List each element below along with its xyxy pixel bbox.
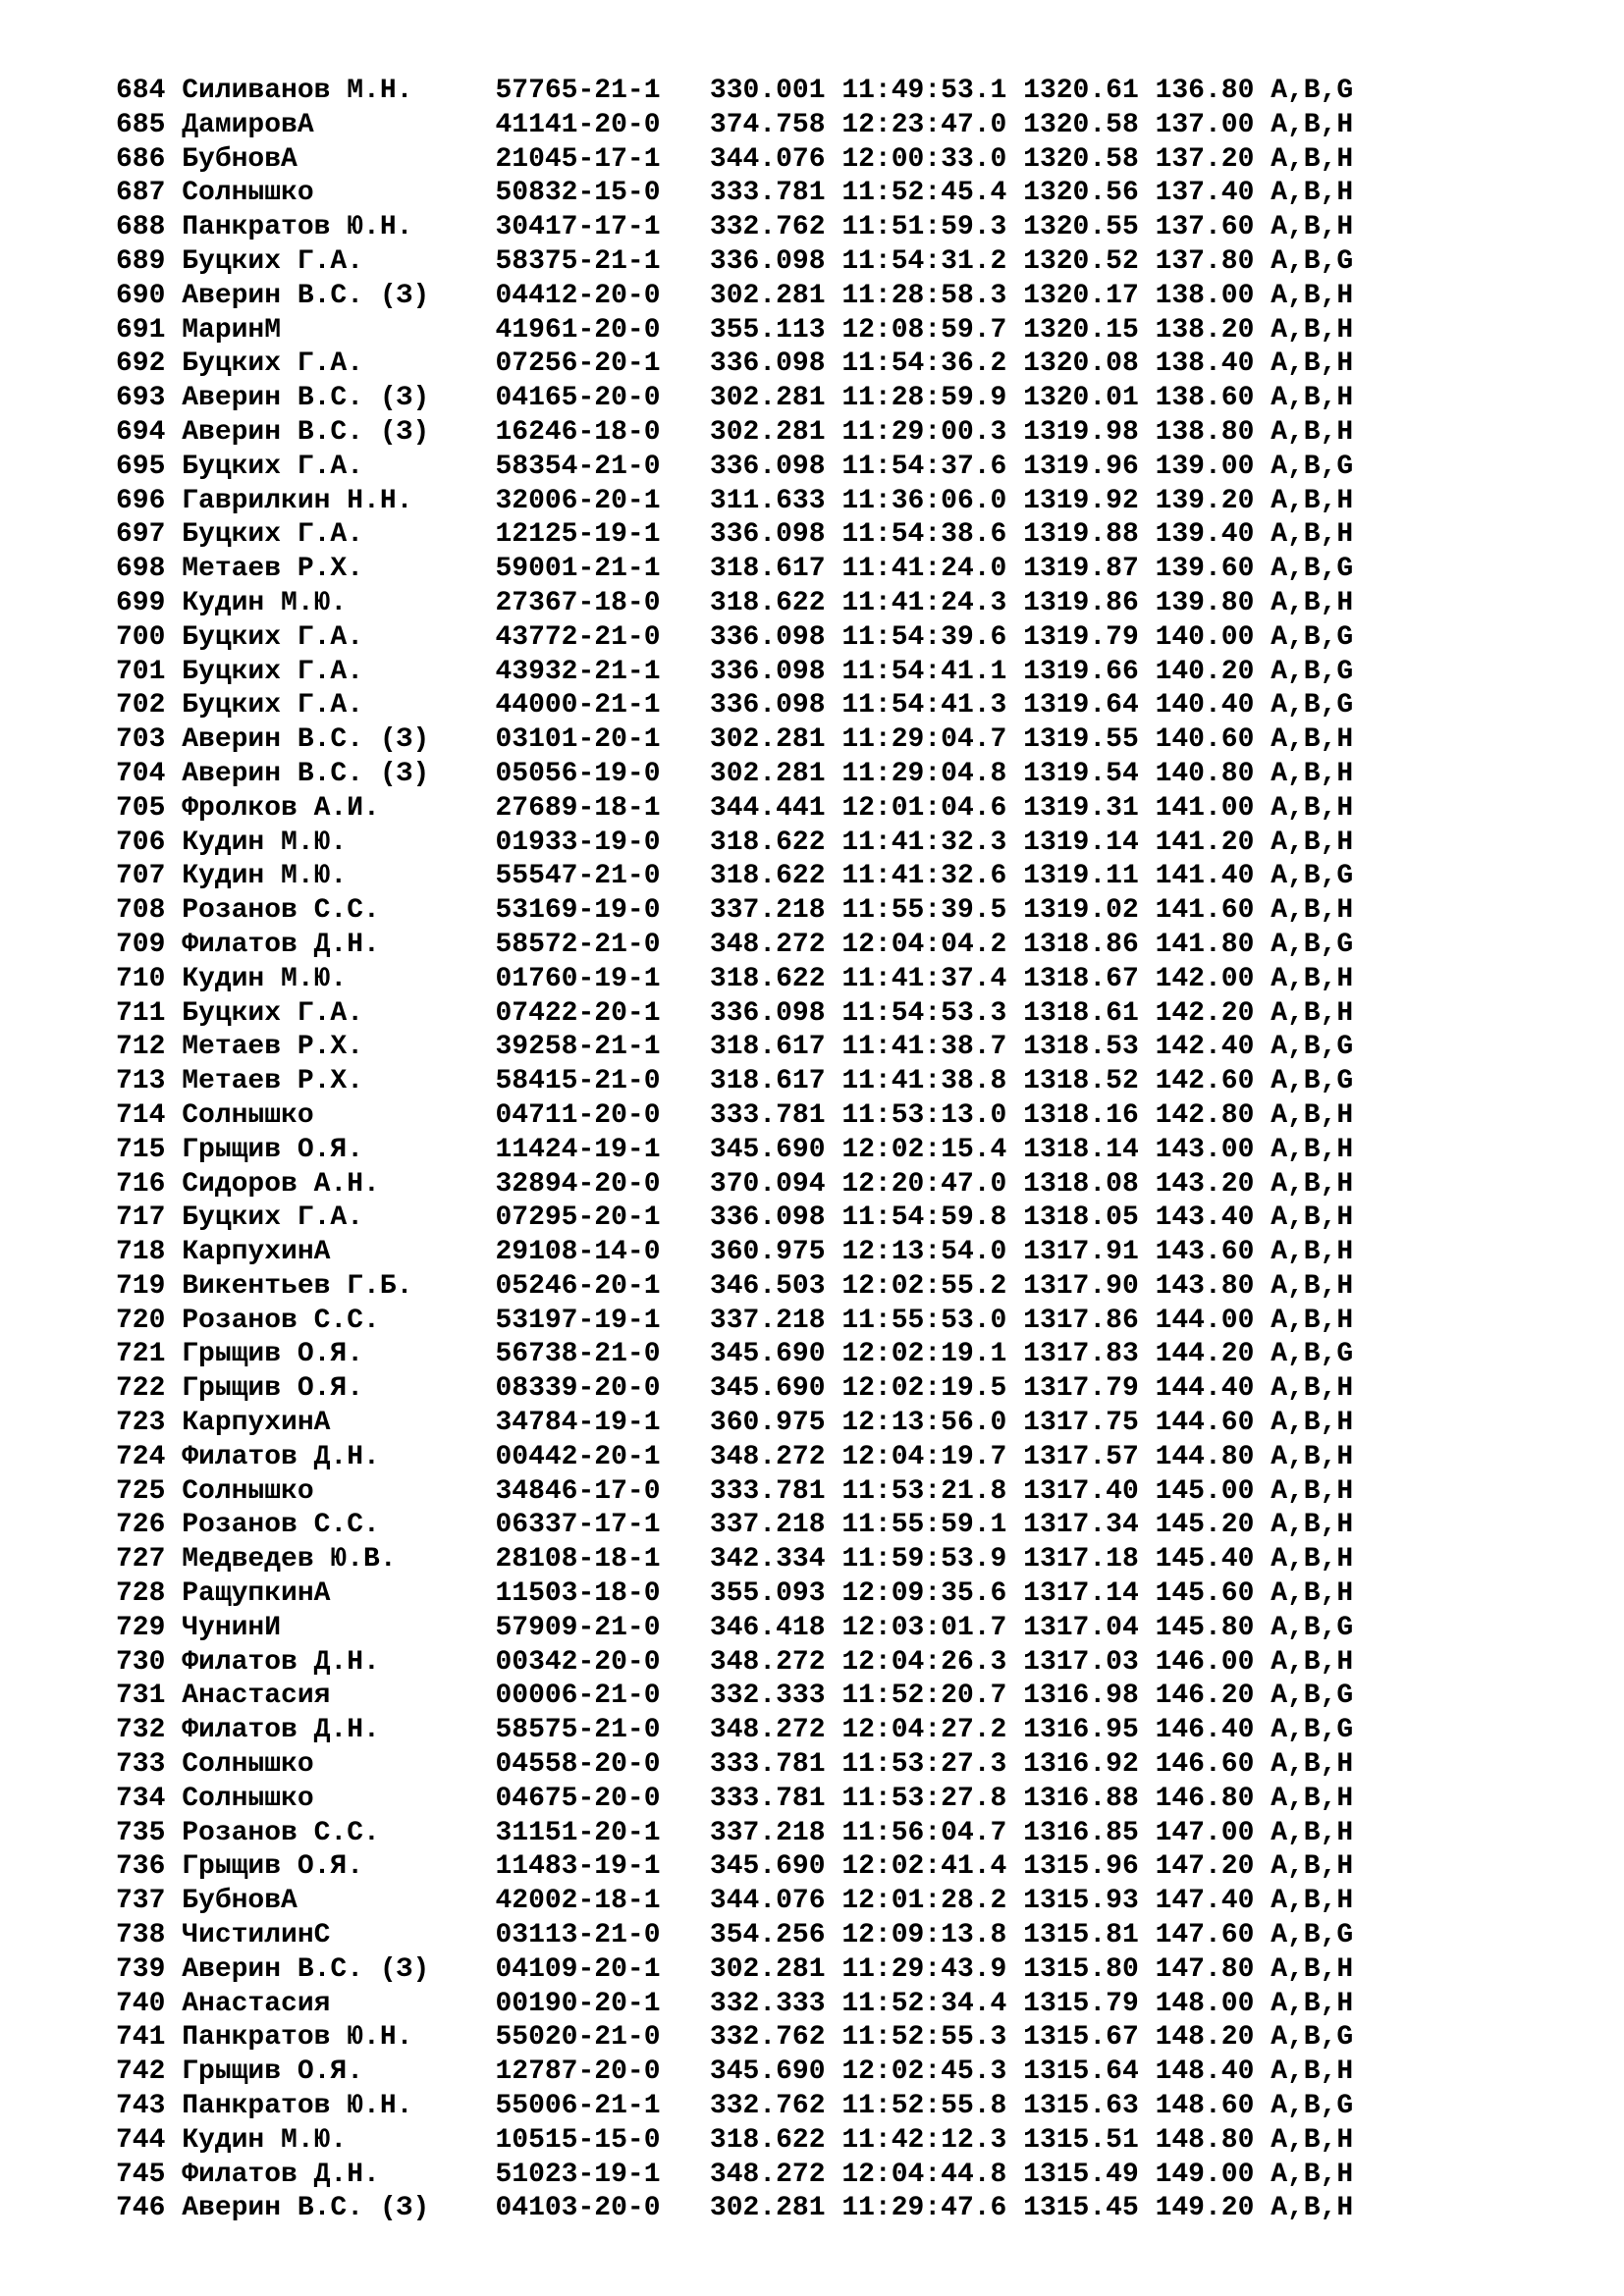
result-row	[116, 75, 1353, 109]
result-row-text: 711 Буцких Г.А. 07422-20-1 336.098 11:54:53.3 1318.61 142.20 A,B,H	[116, 997, 1354, 1029]
result-row	[116, 1919, 1353, 1953]
result-row	[116, 1372, 1353, 1407]
result-row	[116, 1885, 1353, 1919]
result-row-text: 737 БубновА 42002-18-1 344.076 12:01:28.2 1315.93 147.40 A,B,H	[116, 1886, 1354, 1917]
result-row-text: 732 Филатов Д.Н. 58575-21-0 348.272 12:04:27.2 1316.95 146.40 A,B,G	[116, 1715, 1354, 1746]
result-row-text: 724 Филатов Д.Н. 00442-20-1 348.272 12:04:19.7 1317.57 144.80 A,B,H	[116, 1441, 1354, 1472]
result-row-text: 727 Медведев Ю.В. 28108-18-1 342.334 11:59:53.9 1317.18 145.40 A,B,H	[116, 1544, 1354, 1575]
result-row	[116, 2192, 1353, 2226]
result-row-text: 717 Буцких Г.А. 07295-20-1 336.098 11:54:59.8 1318.05 143.40 A,B,H	[116, 1202, 1354, 1234]
result-row	[116, 1475, 1353, 1510]
result-row-text: 695 Буцких Г.А. 58354-21-0 336.098 11:54:37.6 1319.96 139.00 A,B,G	[116, 451, 1354, 482]
result-row-text: 696 Гаврилкин Н.Н. 32006-20-1 311.633 11:36:06.0 1319.92 139.20 A,B,H	[116, 485, 1354, 516]
result-row-text: 690 Аверин В.С. (З) 04412-20-0 302.281 11:28:58.3 1320.17 138.00 A,B,H	[116, 280, 1354, 311]
result-row-text: 707 Кудин М.Ю. 55547-21-0 318.622 11:41:32.6 1319.11 141.40 A,B,G	[116, 861, 1354, 892]
result-row	[116, 1441, 1353, 1475]
result-row	[116, 894, 1353, 929]
result-row-text: 736 Грыщив О.Я. 11483-19-1 345.690 12:02:41.4 1315.96 147.20 A,B,H	[116, 1851, 1354, 1883]
result-row	[116, 2124, 1353, 2159]
result-row	[116, 758, 1353, 792]
result-row	[116, 689, 1353, 723]
result-row-text: 746 Аверин В.С. (З) 04103-20-0 302.281 11:29:47.6 1315.45 149.20 A,B,H	[116, 2193, 1354, 2224]
result-row	[116, 1270, 1353, 1305]
result-row	[116, 2056, 1353, 2090]
result-row-text: 744 Кудин М.Ю. 10515-15-0 318.622 11:42:12.3 1315.51 148.80 A,B,H	[116, 2124, 1354, 2156]
result-row	[116, 1168, 1353, 1202]
result-row-text: 714 Солнышко 04711-20-0 333.781 11:53:13.0 1318.16 142.80 A,B,H	[116, 1099, 1354, 1131]
result-row-text: 733 Солнышко 04558-20-0 333.781 11:53:27.3 1316.92 146.60 A,B,H	[116, 1749, 1354, 1781]
result-row-text: 734 Солнышко 04675-20-0 333.781 11:53:27.8 1316.88 146.80 A,B,H	[116, 1783, 1354, 1814]
result-row-text: 730 Филатов Д.Н. 00342-20-0 348.272 12:04:26.3 1317.03 146.00 A,B,H	[116, 1646, 1354, 1678]
result-row	[116, 860, 1353, 894]
result-row	[116, 1988, 1353, 2022]
result-row-text: 688 Панкратов Ю.Н. 30417-17-1 332.762 11:51:59.3 1320.55 137.60 A,B,H	[116, 212, 1354, 243]
result-row-text: 745 Филатов Д.Н. 51023-19-1 348.272 12:04:44.8 1315.49 149.00 A,B,H	[116, 2159, 1354, 2190]
result-row-text: 708 Розанов С.С. 53169-19-0 337.218 11:55:39.5 1319.02 141.60 A,B,H	[116, 895, 1354, 927]
result-row	[116, 211, 1353, 245]
result-row	[116, 1305, 1353, 1339]
result-row	[116, 1509, 1353, 1543]
result-row	[116, 177, 1353, 211]
result-row-text: 729 ЧунинИ 57909-21-0 346.418 12:03:01.7 1317.04 145.80 A,B,G	[116, 1612, 1354, 1643]
result-row	[116, 587, 1353, 621]
result-row-text: 722 Грыщив О.Я. 08339-20-0 345.690 12:02:19.5 1317.79 144.40 A,B,H	[116, 1373, 1354, 1405]
result-row	[116, 347, 1353, 382]
result-row-text: 713 Метаев Р.Х. 58415-21-0 318.617 11:41:38.8 1318.52 142.60 A,B,G	[116, 1066, 1354, 1097]
result-row	[116, 1783, 1353, 1817]
result-row-text: 691 МаринМ 41961-20-0 355.113 12:08:59.7 1320.15 138.20 A,B,H	[116, 314, 1354, 346]
result-row	[116, 1338, 1353, 1372]
result-row-text: 712 Метаев Р.Х. 39258-21-1 318.617 11:41:38.7 1318.53 142.40 A,B,G	[116, 1032, 1354, 1063]
result-row-text: 716 Сидоров А.Н. 32894-20-0 370.094 12:20:47.0 1318.08 143.20 A,B,H	[116, 1168, 1354, 1200]
result-row-text: 685 ДамировА 41141-20-0 374.758 12:23:47.0 1320.58 137.00 A,B,H	[116, 109, 1354, 140]
result-row	[116, 1099, 1353, 1134]
result-row	[116, 723, 1353, 758]
result-row-text: 706 Кудин М.Ю. 01933-19-0 318.622 11:41:32.3 1319.14 141.20 A,B,H	[116, 827, 1354, 858]
result-row-text: 726 Розанов С.С. 06337-17-1 337.218 11:55:59.1 1317.34 145.20 A,B,H	[116, 1510, 1354, 1541]
result-row-text: 715 Грыщив О.Я. 11424-19-1 345.690 12:02:15.4 1318.14 143.00 A,B,H	[116, 1134, 1354, 1165]
result-row	[116, 997, 1353, 1032]
result-row-text: 718 КарпухинА 29108-14-0 360.975 12:13:54.0 1317.91 143.60 A,B,H	[116, 1237, 1354, 1268]
result-row-text: 723 КарпухинА 34784-19-1 360.975 12:13:56.0 1317.75 144.60 A,B,H	[116, 1408, 1354, 1439]
result-row-text: 692 Буцких Г.А. 07256-20-1 336.098 11:54:36.2 1320.08 138.40 A,B,H	[116, 348, 1354, 380]
result-row	[116, 1953, 1353, 1988]
result-row-text: 742 Грыщив О.Я. 12787-20-0 345.690 12:02:45.3 1315.64 148.40 A,B,H	[116, 2056, 1354, 2088]
result-row	[116, 929, 1353, 963]
result-row-text: 738 ЧистилинС 03113-21-0 354.256 12:09:13.8 1315.81 147.60 A,B,G	[116, 1920, 1354, 1951]
result-row-text: 710 Кудин М.Ю. 01760-19-1 318.622 11:41:37.4 1318.67 142.00 A,B,H	[116, 963, 1354, 994]
result-row	[116, 382, 1353, 416]
result-row-text: 702 Буцких Г.А. 44000-21-1 336.098 11:54:41.3 1319.64 140.40 A,B,G	[116, 690, 1354, 721]
result-row	[116, 1748, 1353, 1783]
result-row	[116, 963, 1353, 997]
result-row	[116, 314, 1353, 348]
result-row	[116, 553, 1353, 587]
result-row-text: 693 Аверин В.С. (З) 04165-20-0 302.281 11:28:59.9 1320.01 138.60 A,B,H	[116, 383, 1354, 414]
result-row-text: 704 Аверин В.С. (З) 05056-19-0 302.281 11:29:04.8 1319.54 140.80 A,B,H	[116, 758, 1354, 789]
result-row	[116, 1850, 1353, 1885]
result-row-text: 686 БубновА 21045-17-1 344.076 12:00:33.0 1320.58 137.20 A,B,H	[116, 143, 1354, 175]
result-row	[116, 827, 1353, 861]
result-row	[116, 2021, 1353, 2056]
result-row-text: 697 Буцких Г.А. 12125-19-1 336.098 11:54:38.6 1319.88 139.40 A,B,H	[116, 519, 1354, 551]
result-row	[116, 1714, 1353, 1748]
result-row-text: 721 Грыщив О.Я. 56738-21-0 345.690 12:02:19.1 1317.83 144.20 A,B,G	[116, 1339, 1354, 1370]
result-row-text: 684 Силиванов М.Н. 57765-21-1 330.001 11:49:53.1 1320.61 136.80 A,B,G	[116, 76, 1354, 106]
result-row	[116, 1680, 1353, 1714]
result-row	[116, 451, 1353, 485]
result-row-text: 725 Солнышко 34846-17-0 333.781 11:53:21.8 1317.40 145.00 A,B,H	[116, 1475, 1354, 1507]
result-row	[116, 792, 1353, 827]
result-row-text: 740 Анастасия 00190-20-1 332.333 11:52:34.4 1315.79 148.00 A,B,H	[116, 1988, 1354, 2019]
result-row	[116, 1543, 1353, 1577]
result-row-text: 694 Аверин В.С. (З) 16246-18-0 302.281 11:29:00.3 1319.98 138.80 A,B,H	[116, 416, 1354, 448]
result-row-text: 728 РащупкинА 11503-18-0 355.093 12:09:35.6 1317.14 145.60 A,B,H	[116, 1578, 1354, 1610]
result-row	[116, 1817, 1353, 1851]
result-row	[116, 109, 1353, 143]
result-row-text: 687 Солнышко 50832-15-0 333.781 11:52:45.4 1320.56 137.40 A,B,H	[116, 178, 1354, 209]
result-row	[116, 1646, 1353, 1681]
results-list	[116, 75, 1353, 2226]
result-row	[116, 280, 1353, 314]
result-row	[116, 1201, 1353, 1236]
result-row	[116, 1407, 1353, 1441]
result-row	[116, 416, 1353, 451]
result-row-text: 700 Буцких Г.А. 43772-21-0 336.098 11:54:39.6 1319.79 140.00 A,B,G	[116, 621, 1354, 653]
result-row	[116, 621, 1353, 656]
result-row-text: 709 Филатов Д.Н. 58572-21-0 348.272 12:04:04.2 1318.86 141.80 A,B,G	[116, 929, 1354, 960]
result-row-text: 735 Розанов С.С. 31151-20-1 337.218 11:56:04.7 1316.85 147.00 A,B,H	[116, 1817, 1354, 1848]
result-row	[116, 2159, 1353, 2193]
result-row-text: 741 Панкратов Ю.Н. 55020-21-0 332.762 11:52:55.3 1315.67 148.20 A,B,G	[116, 2022, 1354, 2054]
result-row	[116, 1577, 1353, 1612]
result-row-text: 743 Панкратов Ю.Н. 55006-21-1 332.762 11:52:55.8 1315.63 148.60 A,B,G	[116, 2091, 1354, 2122]
result-row	[116, 656, 1353, 690]
result-row-text: 701 Буцких Г.А. 43932-21-1 336.098 11:54:41.1 1319.66 140.20 A,B,G	[116, 656, 1354, 687]
result-row-text: 719 Викентьев Г.Б. 05246-20-1 346.503 12:02:55.2 1317.90 143.80 A,B,H	[116, 1270, 1354, 1302]
result-row	[116, 1236, 1353, 1270]
result-row	[116, 1065, 1353, 1099]
result-row	[116, 143, 1353, 178]
result-row-text: 698 Метаев Р.Х. 59001-21-1 318.617 11:41:24.0 1319.87 139.60 A,B,G	[116, 554, 1354, 585]
result-row-text: 705 Фролков А.И. 27689-18-1 344.441 12:01:04.6 1319.31 141.00 A,B,H	[116, 792, 1354, 824]
result-row-text: 703 Аверин В.С. (З) 03101-20-1 302.281 11:29:04.7 1319.55 140.60 A,B,H	[116, 724, 1354, 756]
result-row-text: 731 Анастасия 00006-21-0 332.333 11:52:20.7 1316.98 146.20 A,B,G	[116, 1681, 1354, 1712]
result-row-text: 699 Кудин М.Ю. 27367-18-0 318.622 11:41:24.3 1319.86 139.80 A,B,H	[116, 587, 1354, 618]
result-row	[116, 485, 1353, 519]
result-row-text: 739 Аверин В.С. (З) 04109-20-1 302.281 11:29:43.9 1315.80 147.80 A,B,H	[116, 1953, 1354, 1985]
result-row	[116, 518, 1353, 553]
result-row-text: 720 Розанов С.С. 53197-19-1 337.218 11:55:53.0 1317.86 144.00 A,B,H	[116, 1305, 1354, 1336]
result-row	[116, 1031, 1353, 1065]
result-row-text: 689 Буцких Г.А. 58375-21-1 336.098 11:54:31.2 1320.52 137.80 A,B,G	[116, 245, 1354, 277]
result-row	[116, 245, 1353, 280]
result-row	[116, 1612, 1353, 1646]
result-row	[116, 2090, 1353, 2124]
result-row	[116, 1134, 1353, 1168]
